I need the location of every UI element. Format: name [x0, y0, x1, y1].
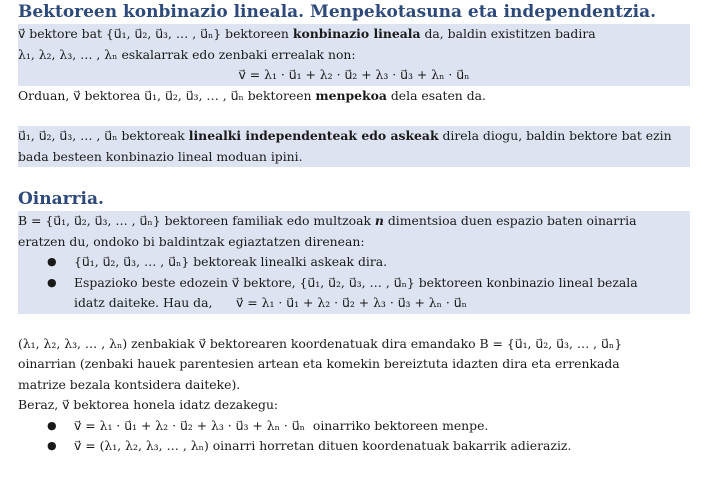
section-title-basis: Oinarria. [18, 189, 104, 209]
definition-basis [18, 211, 690, 314]
list-item-continuation: idatz daiteke. Hau da, v⃗ = λ₁ · u⃗₁ + λ₂ · u⃗₂ + λ₃ · u⃗₃ + λₙ · u⃗ₙ [74, 295, 468, 310]
linear-combination-formula: v⃗ = λ₁ · u⃗₁ + λ₂ · u⃗₂ + λ₃ · u⃗₃ + λₙ · u⃗ₙ [238, 67, 470, 82]
section-title-linear-combination: Bektoreen konbinazio lineala. Menpekotasuna eta independentzia. [18, 2, 657, 22]
independence-line-2: bada besteen konbinazio lineal moduan ipini. [18, 148, 303, 164]
independence-line-1: u⃗₁, u⃗₂, u⃗₃, … , u⃗ₙ bektoreak linealki independenteak edo askeak direla diogu, baldin bektore bat ezin [18, 128, 672, 143]
basis-line-2: eratzen du, ondoko bi baldintzak egiaztatzen direnean: [18, 233, 365, 249]
list-item: ● v⃗ = λ₁ · u⃗₁ + λ₂ · u⃗₂ + λ₃ · u⃗₃ + λₙ · u⃗ₙ oinarriko bektoreen menpe. [18, 416, 690, 437]
bullet-icon: ● [47, 255, 57, 268]
dependence-statement: Orduan, v⃗ bektorea u⃗₁, u⃗₂, u⃗₃, … , u⃗ₙ bektoreen menpekoa dela esaten da. [18, 87, 486, 103]
bullet-icon: ● [47, 275, 57, 289]
list-item: ● {u⃗₁, u⃗₂, u⃗₃, … , u⃗ₙ} bektoreak linealki askeak dira. [18, 252, 690, 273]
definition-line-1: v⃗ bektore bat {u⃗₁, u⃗₂, u⃗₃, … , u⃗ₙ} bektoreen konbinazio lineala da, baldin existitzen badira [18, 26, 596, 41]
definition-linear-combination [18, 24, 690, 86]
bullet-icon: ● [47, 418, 57, 432]
definition-independence [18, 126, 690, 167]
beraz-line: Beraz, v⃗ bektorea honela idatz dezakegu: [18, 397, 279, 412]
bullet-icon: ● [47, 439, 57, 452]
definition-line-2: λ₁, λ₂, λ₃, … , λₙ eskalarrak edo zenbaki errealak non: [18, 46, 356, 62]
basis-line-1: B = {u⃗₁, u⃗₂, u⃗₃, … , u⃗ₙ} bektoreen familiak edo multzoak n dimentsioa duen espazio baten oinarria [18, 213, 637, 228]
coordinates-paragraph: (λ₁, λ₂, λ₃, … , λₙ) zenbakiak v⃗ bektorearen koordenatuak dira emandako B = {u⃗₁, u⃗₂, u⃗₃, … , u⃗ₙ} oinarrian (zenbaki hauek parentesien artean eta komekin bereiztuta idazten dira eta errenkada matrize bezala kontsidera daiteke). Beraz, v⃗ bektorea honela idatz dezakegu: ● v⃗ = λ₁ · u⃗₁ + λ₂ · u⃗₂ + λ₃ · u⃗₃ + λₙ · u⃗ₙ oinarriko bektoreen menpe. ● v⃗ = (λ₁, λ₂, λ₃, … , λₙ) oinarri horretan dituen koordenatuak bakarrik adieraziz. [18, 334, 690, 457]
list-item: ● v⃗ = (λ₁, λ₂, λ₃, … , λₙ) oinarri horretan dituen koordenatuak bakarrik adieraziz. [18, 436, 690, 457]
list-item: ● Espazioko beste edozein v⃗ bektore, {u⃗₁, u⃗₂, u⃗₃, … , u⃗ₙ} bektoreen konbinazio lineal bezala [18, 273, 690, 294]
document-page [18, 0, 690, 457]
